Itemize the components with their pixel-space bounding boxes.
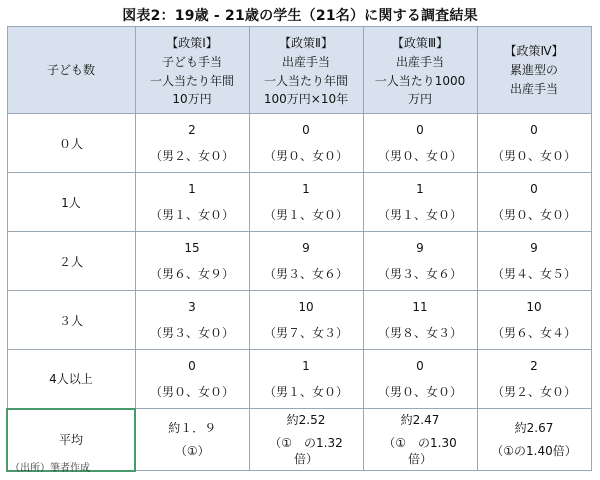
count-cell (477, 114, 591, 173)
count-value: 0 (188, 359, 196, 373)
count-value: 0 (530, 123, 538, 137)
policy-line: 一人当たり年間 (149, 73, 234, 88)
policy-tag: 【政策Ⅳ】 (504, 43, 564, 58)
table-row (7, 114, 591, 173)
gender-breakdown: （男０、女０） (377, 385, 462, 399)
gender-breakdown: （男７、女３） (263, 326, 348, 340)
policy-line: 出産手当 (509, 81, 558, 96)
gender-breakdown: （男３、女０） (149, 326, 234, 340)
average-cell (249, 409, 363, 471)
policy-line: 出産手当 (281, 54, 330, 69)
count-value: 1 (302, 182, 310, 196)
average-value: 約2.67 (514, 421, 554, 435)
count-cell (249, 350, 363, 409)
gender-breakdown: （男０、女０） (149, 385, 234, 399)
count-cell (135, 291, 249, 350)
count-cell (477, 173, 591, 232)
header-policy-2 (249, 27, 363, 114)
policy-tag: 【政策Ⅱ】 (279, 35, 333, 50)
header-row-label: 子ども数 (7, 27, 135, 114)
count-value: 0 (530, 182, 538, 196)
row-label: ０人 (7, 114, 135, 173)
gender-breakdown: （男４、女５） (491, 267, 576, 281)
count-cell (135, 114, 249, 173)
table-row (7, 232, 591, 291)
gender-breakdown: （男３、女６） (263, 267, 348, 281)
gender-breakdown: （男１、女０） (263, 208, 348, 222)
policy-tag: 【政策Ⅰ】 (166, 35, 218, 50)
policy-line: 一人当たり年間 (263, 73, 348, 88)
header-policy-3 (363, 27, 477, 114)
average-note-cont: 倍） (293, 452, 318, 466)
average-note-cont: 倍） (407, 452, 432, 466)
policy-line: 100万円×10年 (263, 91, 349, 106)
count-value: 1 (302, 359, 310, 373)
count-cell (249, 232, 363, 291)
policy-tag: 【政策Ⅲ】 (391, 35, 449, 50)
count-value: 9 (302, 241, 310, 255)
row-label: ３人 (7, 291, 135, 350)
table-title: 図表2：19歳 - 21歳の学生（21名）に関する調査結果 (122, 8, 478, 24)
gender-breakdown: （男８、女３） (377, 326, 462, 340)
count-value: 3 (188, 300, 196, 314)
gender-breakdown: （男３、女６） (377, 267, 462, 281)
count-cell (363, 232, 477, 291)
policy-line: 累進型の (509, 62, 558, 77)
count-cell (477, 291, 591, 350)
gender-breakdown: （男１、女０） (377, 208, 462, 222)
average-note: （① の1.32 (269, 436, 343, 450)
gender-breakdown: （男１、女０） (149, 208, 234, 222)
gender-breakdown: （男０、女０） (377, 149, 462, 163)
count-cell (477, 350, 591, 409)
average-label: 平均 (7, 409, 135, 471)
count-cell (363, 350, 477, 409)
gender-breakdown: （男６、女９） (149, 267, 234, 281)
survey-table (6, 26, 592, 472)
count-cell (477, 232, 591, 291)
header-policy-1 (135, 27, 249, 114)
count-value: 10 (526, 300, 542, 314)
average-value: 約１．９ (168, 421, 217, 435)
count-value: 15 (184, 241, 200, 255)
count-cell (363, 173, 477, 232)
gender-breakdown: （男０、女０） (491, 149, 576, 163)
count-cell (135, 232, 249, 291)
count-value: 11 (412, 300, 428, 314)
count-value: 10 (298, 300, 314, 314)
count-value: 1 (416, 182, 424, 196)
count-value: 1 (188, 182, 196, 196)
table-row (7, 173, 591, 232)
count-cell (249, 291, 363, 350)
count-value: 0 (416, 123, 424, 137)
average-note: （①の1.40倍） (491, 444, 577, 458)
average-row (7, 409, 591, 471)
policy-line: 子ども手当 (161, 54, 222, 69)
gender-breakdown: （男２、女０） (149, 149, 234, 163)
row-label: ２人 (7, 232, 135, 291)
gender-breakdown: （男６、女４） (491, 326, 576, 340)
policy-line: 出産手当 (395, 54, 444, 69)
row-label: 4人以上 (7, 350, 135, 409)
table-row (7, 350, 591, 409)
count-cell (135, 173, 249, 232)
gender-breakdown: （男０、女０） (491, 208, 576, 222)
source-note: （出所）筆者作成 (10, 463, 90, 474)
average-cell (477, 409, 591, 471)
count-value: 0 (302, 123, 310, 137)
average-note: （① の1.30 (383, 436, 457, 450)
average-value: 約2.52 (286, 413, 326, 427)
count-cell (249, 173, 363, 232)
policy-line: 一人当たり1000 (374, 73, 466, 88)
table-row (7, 291, 591, 350)
row-label: 1人 (7, 173, 135, 232)
header-policy-4 (477, 27, 591, 114)
gender-breakdown: （男１、女０） (263, 385, 348, 399)
count-value: 9 (416, 241, 424, 255)
count-cell (135, 350, 249, 409)
count-value: 9 (530, 241, 538, 255)
header-row (7, 27, 591, 114)
policy-line: 10万円 (172, 91, 212, 106)
count-cell (249, 114, 363, 173)
count-cell (363, 114, 477, 173)
average-cell (363, 409, 477, 471)
gender-breakdown: （男０、女０） (263, 149, 348, 163)
count-value: 0 (416, 359, 424, 373)
average-cell (135, 409, 249, 471)
gender-breakdown: （男２、女０） (491, 385, 576, 399)
count-value: 2 (188, 123, 196, 137)
average-note: （①） (174, 444, 210, 458)
count-cell (363, 291, 477, 350)
policy-line: 万円 (407, 91, 432, 106)
average-value: 約2.47 (400, 413, 440, 427)
count-value: 2 (530, 359, 538, 373)
